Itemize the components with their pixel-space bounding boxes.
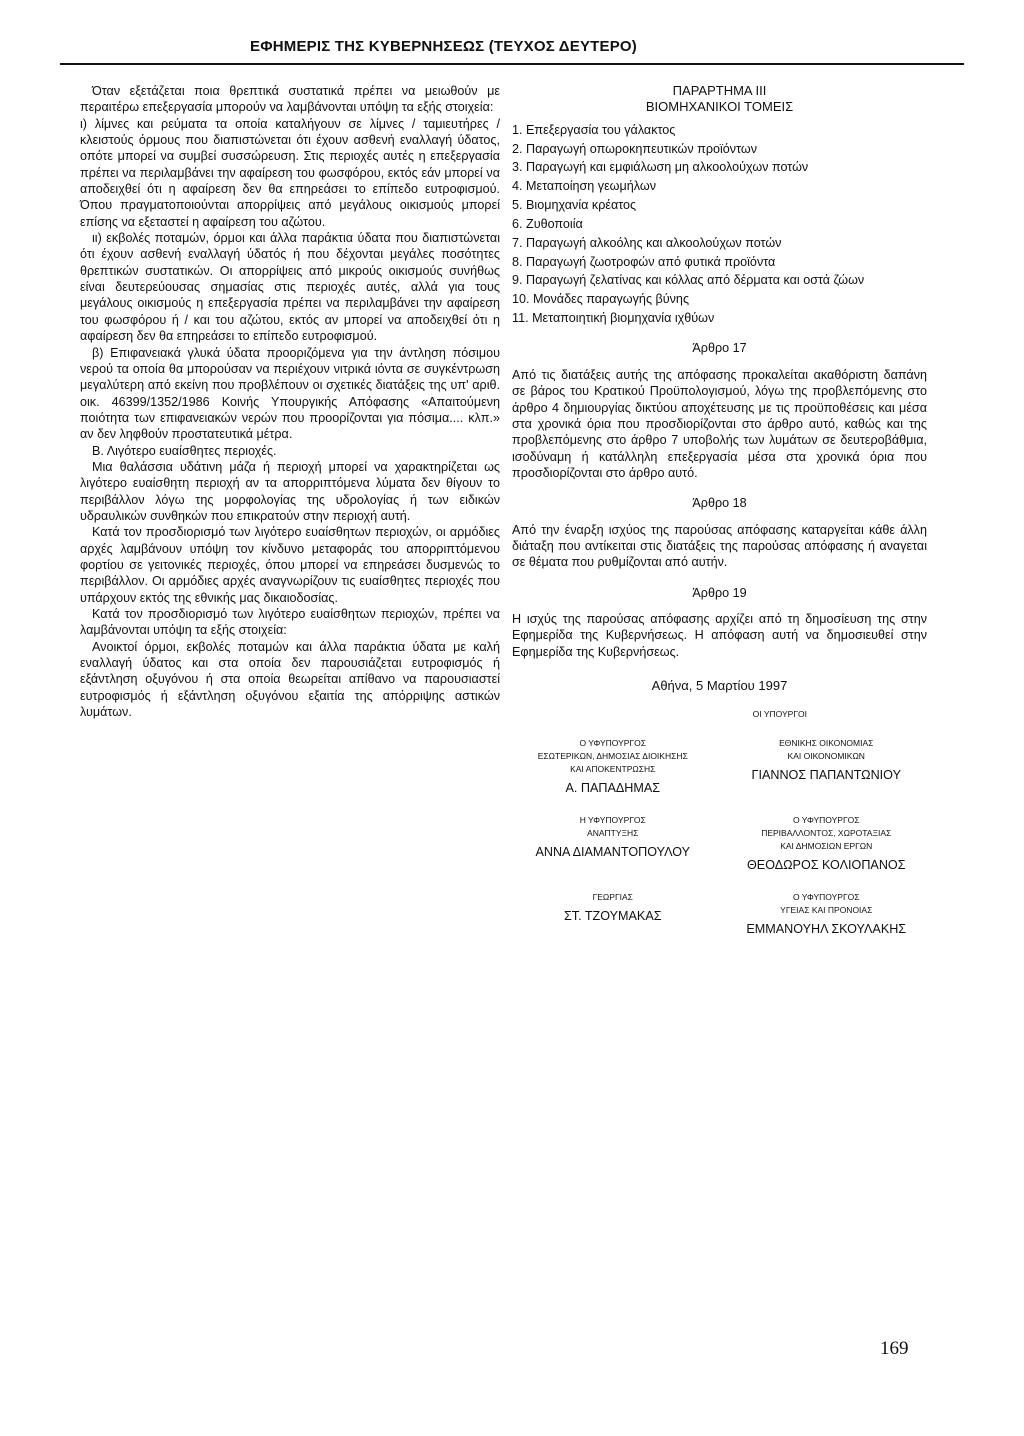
right-column bbox=[512, 83, 927, 956]
paragraph-less-sensitive-1: Μια θαλάσσια υδάτινη μάζα ή περιοχή μπορεί να χαρακτηρίζεται ως λιγότερο ευαίσθητη περιοχή αν τα απορριπτόμενα λύματα δεν θίγουν το περιβάλλον λόγω της μορφολογίας της υδρολογίας ή των ειδικών υδραυλικών συνθηκών που επικρατούν στην περιοχή αυτή. bbox=[80, 459, 500, 523]
paragraph-ii: ιι) εκβολές ποταμών, όρμοι και άλλα παράκτια ύδατα που διαπιστώνεται ότι έχουν ασθενή εναλλαγή ύδατός ή που δέχονται μεγάλες ποσότητες θρεπτικών συστατικών. Οι απορρίψεις από μικρούς οικισμούς συνήθως είναι δευτερεύουσας σημασίας στις περιοχές αυτές, αλλά για τους μεγάλους οικισμούς η επεξεργασία πρέπει να περιλαμβάνει την αφαίρεση του φωσφόρου ή / και του αζώτου, εκτός αν μπορεί να αποδειχθεί ότι η αφαίρεση δεν θα επηρεάσει το επίπεδο ευτροφισμού. bbox=[80, 231, 500, 344]
article-18-title: Άρθρο 18 bbox=[692, 496, 747, 511]
annex-subtitle: ΒΙΟΜΗΧΑΝΙΚΟΙ ΤΟΜΕΙΣ bbox=[645, 99, 794, 115]
article-18-text: Από την έναρξη ισχύος της παρούσας απόφασης καταργείται κάθε άλλη διάταξη που αντίκειται στις διατάξεις της παρούσας απόφασης ή αναγεται σε θέματα που ρυθμίζονται από αυτήν. bbox=[512, 522, 927, 570]
signature-block bbox=[726, 814, 928, 873]
signature-ministry-2: ΚΑΙ ΟΙΚΟΝΟΜΙΚΩΝ bbox=[787, 750, 865, 761]
signature-block bbox=[512, 814, 714, 873]
article-17-title: Άρθρο 17 bbox=[692, 341, 747, 356]
list-item: 8. Παραγωγή ζωοτροφών από φυτικά προϊόντα bbox=[512, 254, 776, 269]
header-rule bbox=[60, 63, 964, 65]
signature-block bbox=[512, 891, 714, 937]
article-17-text: Από τις διατάξεις αυτής της απόφασης προκαλείται ακαθόριστη δαπάνη σε βάρος του Κρατικού Προϋπολογισμού, λόγω της προβλεπόμενης στο άρθρο 4 δημιουργίας δικτύου αποχέτευσης με τις προϋποθέσεις και μέσα στα χρονικά όρια που προσδιορίζονται στο άρθρο αυτό, καθώς και της προβλεπόμενης στο άρθρο 7 υποβολής των λυμάτων σε δευτεροβάθμια, ισοδύναμη ή κατάλληλη επεξεργασία μέσα στα χρονικά όρια που προσδιορίζονται στο άρθρο αυτό. bbox=[512, 367, 927, 480]
signature-grid bbox=[512, 737, 927, 956]
page-header: ΕΦΗΜΕΡΙΣ ΤΗΣ ΚΥΒΕΡΝΗΣΕΩΣ (ΤΕΥΧΟΣ ΔΕΥΤΕΡΟ) bbox=[250, 38, 637, 55]
list-item: 6. Ζυθοποιία bbox=[512, 216, 583, 231]
paragraph-less-sensitive-3: Κατά τον προσδιορισμό των λιγότερο ευαίσθητων περιοχών, πρέπει να λαμβάνονται υπόψη τα εξής στοιχεία: bbox=[80, 607, 500, 638]
signature-role: Ο ΥΦΥΠΟΥΡΓΟΣ bbox=[792, 892, 860, 903]
left-column bbox=[80, 83, 500, 720]
signature-role: Η ΥΦΥΠΟΥΡΓΟΣ bbox=[579, 815, 646, 825]
article-19-title: Άρθρο 19 bbox=[692, 585, 747, 600]
signature-role: Ο ΥΦΥΠΟΥΡΓΟΣ bbox=[792, 815, 860, 825]
signature-role: Ο ΥΦΥΠΟΥΡΓΟΣ bbox=[579, 737, 647, 748]
paragraph-b: β) Επιφανειακά γλυκά ύδατα προοριζόμενα για την άντληση πόσιμου νερού τα οποία θα μπορούσαν να περιέχουν νιτρικά ιόντα σε συγκέντρωση μεγαλύτερη από εκείνη που προβλέπουν οι σχετικές διατάξεις της υπ' αριθ. οικ. 46399/1352/1986 Κοινής Υπουργικής Απόφασης «Απαιτούμενη ποιότητα των επιφανειακών νερών που προορίζονται για πόσιμα.... κλπ.» αν δεν ληφθούν προστατευτικά μέτρα. bbox=[80, 345, 500, 442]
article-19-text: Η ισχύς της παρούσας απόφασης αρχίζει από τη δημοσίευση της στην Εφημερίδα της Κυβερνήσεως. Η απόφαση αυτή να δημοσιευθεί στην Εφημερίδα της Κυβερνήσεως. bbox=[512, 611, 927, 659]
signature-block bbox=[512, 737, 714, 796]
signature-name: ΓΙΑΝΝΟΣ ΠΑΠΑΝΤΩΝΙΟΥ bbox=[751, 767, 901, 782]
list-item: 2. Παραγωγή οπωροκηπευτικών προϊόντων bbox=[512, 141, 758, 156]
signature-ministry: ΓΕΩΡΓΙΑΣ bbox=[592, 892, 633, 903]
list-item: 1. Επεξεργασία του γάλακτος bbox=[512, 122, 676, 137]
signature-name: ΘΕΟΔΩΡΟΣ ΚΟΛΙΟΠΑΝΟΣ bbox=[747, 858, 906, 872]
list-item: 11. Μεταποιητική βιομηχανία ιχθύων bbox=[512, 311, 715, 326]
paragraph-intro: Όταν εξετάζεται ποια θρεπτικά συστατικά πρέπει να μειωθούν με περαιτέρω επεξεργασία μπορούν να λαμβάνονται υπόψη τα εξής στοιχεία: bbox=[80, 84, 500, 115]
section-heading-b: Β. Λιγότερο ευαίσθητες περιοχές. bbox=[92, 443, 277, 458]
list-item: 4. Μεταποίηση γεωμήλων bbox=[512, 179, 657, 194]
list-item: 9. Παραγωγή ζελατίνας και κόλλας από δέρματα και οστά ζώων bbox=[512, 273, 865, 288]
paragraph-i: ι) λίμνες και ρεύματα τα οποία καταλήγουν σε λίμνες / ταμιευτήρες / κλειστούς όρμους που διαπιστώνεται ότι έχουν ασθενή εναλλαγή ύδατος, οπότε μπορεί να συμβεί συσσώρευση. Στις περιοχές αυτές η επεξεργασία πρέπει να περιλαμβάνει την αφαίρεση του φωσφόρου, εκτός εάν μπορεί να αποδειχθεί ότι η αφαίρεση δεν θα επηρεάσει το επίπεδο ευτροφισμού. Όπου πραγματοποιούνται απορρίψεις από μεγάλους οικισμούς μπορεί επίσης να εξεταστεί η αφαίρεση του αζώτου. bbox=[80, 116, 500, 229]
page-number: 169 bbox=[880, 1338, 909, 1359]
signature-ministry-2: ΚΑΙ ΑΠΟΚΕΝΤΡΩΣΗΣ bbox=[570, 763, 656, 774]
signature-ministry: ΥΓΕΙΑΣ ΚΑΙ ΠΡΟΝΟΙΑΣ bbox=[780, 905, 873, 916]
paragraph-less-sensitive-2: Κατά τον προσδιορισμό των λιγότερο ευαίσθητων περιοχών, οι αρμόδιες αρχές λαμβάνουν υπόψη τον κίνδυνο μεταφοράς του απορριπτόμενου φορτίου σε γειτονικές περιοχές, όπου μπορεί να επηρεάσει δυσμενώς το περιβάλλον. Οι αρμόδιες αρχές αναγνωρίζουν τις ευαίσθητες περιοχές που υπάρχουν εκτός της εθνικής μας δικαιοδοσίας. bbox=[80, 525, 500, 605]
paragraph-less-sensitive-4: Ανοικτοί όρμοι, εκβολές ποταμών και άλλα παράκτια ύδατα με καλή εναλλαγή ύδατος και στα οποία δεν παρουσιάζεται ευτροφισμός ή εξάντληση οξυγόνου ή στα οποία θεωρείται απίθανο να παρουσιαστεί ευτροφισμός ή εξάντληση οξυγόνου εξαιτία της απόρριψης αστικών λυμάτων. bbox=[80, 639, 500, 720]
annex-title: ΠΑΡΑΡΤΗΜΑ III bbox=[672, 83, 767, 98]
signature-name: Α. ΠΑΠΑΔΗΜΑΣ bbox=[565, 780, 661, 795]
ministers-label: ΟΙ ΥΠΟΥΡΓΟΙ bbox=[752, 709, 807, 720]
list-item: 3. Παραγωγή και εμφιάλωση μη αλκοολούχων ποτών bbox=[512, 160, 809, 175]
signature-ministry: ΠΕΡΙΒΑΛΛΟΝΤΟΣ, ΧΩΡΟΤΑΞΙΑΣ bbox=[761, 828, 892, 838]
signature-ministry: ΕΘΝΙΚΗΣ ΟΙΚΟΝΟΜΙΑΣ bbox=[779, 737, 874, 748]
signature-name: ΕΜΜΑΝΟΥΗΛ ΣΚΟΥΛΑΚΗΣ bbox=[746, 922, 907, 937]
signature-ministry: ΑΝΑΠΤΥΞΗΣ bbox=[587, 828, 639, 838]
signature-ministry-2: ΚΑΙ ΔΗΜΟΣΙΩΝ ΕΡΓΩΝ bbox=[780, 841, 873, 851]
signing-date: Αθήνα, 5 Μαρτίου 1997 bbox=[651, 677, 788, 693]
signature-block bbox=[726, 891, 928, 937]
signature-ministry: ΕΣΩΤΕΡΙΚΩΝ, ΔΗΜΟΣΙΑΣ ΔΙΟΙΚΗΣΗΣ bbox=[537, 750, 688, 761]
signature-block bbox=[726, 737, 928, 796]
list-item: 7. Παραγωγή αλκοόλης και αλκοολούχων ποτών bbox=[512, 235, 782, 250]
signature-name: ΣΤ. ΤΖΟΥΜΑΚΑΣ bbox=[563, 909, 662, 924]
list-item: 5. Βιομηχανία κρέατος bbox=[512, 198, 637, 213]
sector-list bbox=[512, 122, 927, 327]
signature-name: ΑΝΝΑ ΔΙΑΜΑΝΤΟΠΟΥΛΟΥ bbox=[535, 845, 691, 859]
list-item: 10. Μονάδες παραγωγής βύνης bbox=[512, 292, 690, 307]
